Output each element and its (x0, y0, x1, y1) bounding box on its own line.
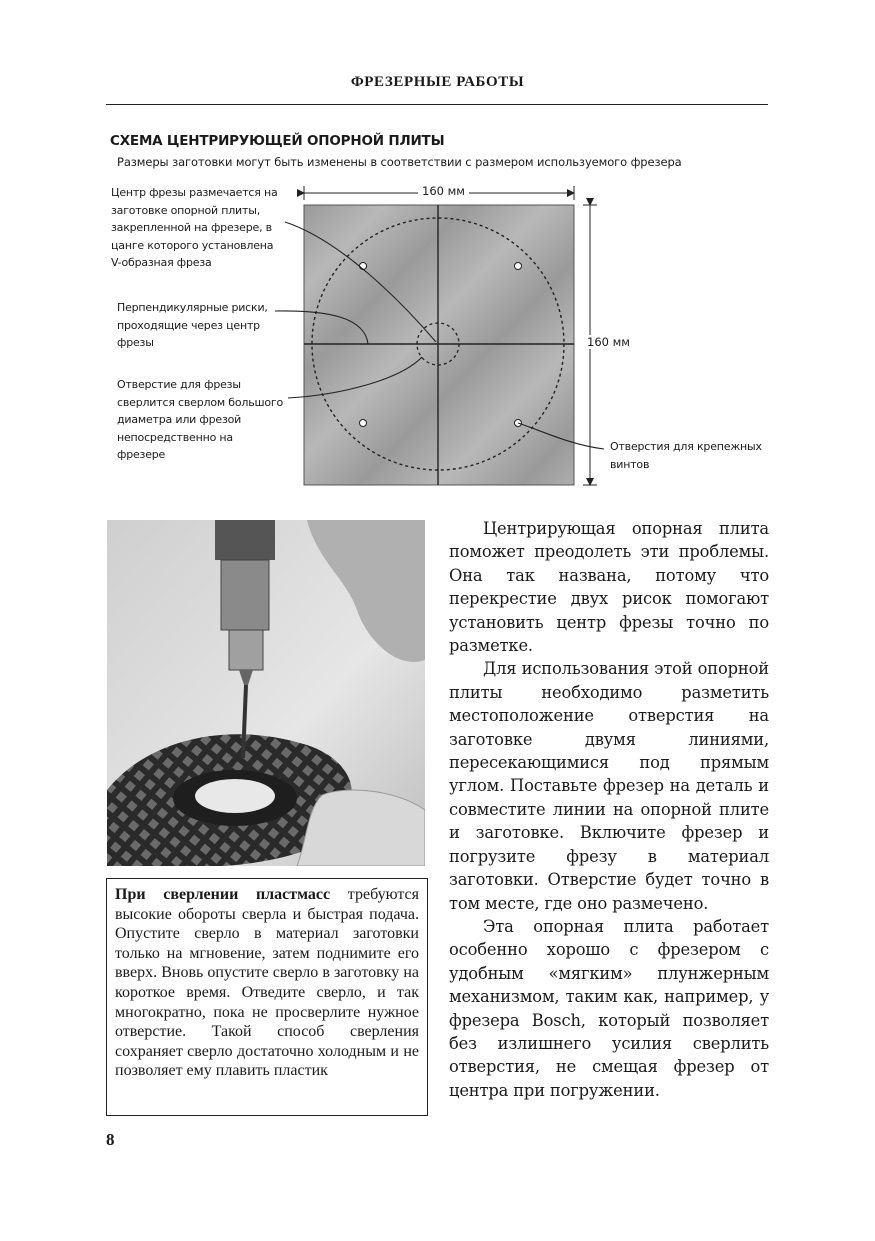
callout-perpendicular-lines: Перпендикулярные риски, проходящие через центр фрезы (117, 301, 268, 349)
drill-photo (107, 520, 425, 866)
dimension-width: 160 мм (418, 184, 469, 198)
figure-subtitle: Размеры заготовки могут быть изменены в соответствии с размером используемого фрезера (117, 155, 682, 169)
paragraph: Для использования этой опорной плиты необходимо разметить местоположение отверстия на заготовке двумя линиями, пересекающимися под прямым углом. Поставьте фрезер на деталь и совместите линии на опорной плите и заготовке. Включите фрезер и погрузите фрезу в материал заготовки. Отверстие будет точно в том месте, где оно размечено. (449, 659, 769, 913)
screw-hole (515, 263, 522, 270)
body-text (449, 517, 769, 1102)
dimension-height: 160 мм (584, 335, 633, 349)
paragraph: Эта опорная плита работает особенно хорошо с фрезером с удобным «мягким» плунжерным механизмом, таким как, например, у фрезера Bosch, который позволяет без излишнего усилия сверлить отверстия, не смещая фрезер от центра при погружении. (449, 916, 769, 1100)
callout-screw-holes: Отверстия для крепежных винтов (610, 440, 762, 471)
callout-center-mark: Центр фрезы размечается на заготовке опорной плиты, закрепленной на фрезере, в цанге которого установлена V-образная фреза (111, 186, 278, 269)
running-head: ФРЕЗЕРНЫЕ РАБОТЫ (350, 74, 525, 90)
figure-title: СХЕМА ЦЕНТРИРУЮЩЕЙ ОПОРНОЙ ПЛИТЫ (110, 133, 445, 149)
page-number: 8 (106, 1130, 115, 1149)
screw-hole (360, 420, 367, 427)
callout-bit-hole: Отверстие для фрезы сверлится сверлом большого диаметра или фрезой непосредственно на фрезере (117, 378, 283, 461)
plate (304, 205, 574, 485)
tip-box (106, 878, 428, 1116)
tip-lead: При сверлении пластмасс (115, 886, 331, 903)
paragraph: Центрирующая опорная плита поможет преодолеть эти проблемы. Она так названа, потому что перекрестие двух рисок помогают установить центр фрезы точно по разметке. (449, 519, 769, 656)
tip-text: требуются высокие обороты сверла и быстрая подача. Опустите сверло в материал заготовки только на мгновение, затем поднимите его вверх. Вновь опустите сверло в заготовку на короткое время. Отведите сверло, и так многократно, пока не просверлите нужное отверстие. Такой способ сверления сохраняет сверло достаточно холодным и не позволяет ему плавить пластик (115, 886, 419, 1080)
